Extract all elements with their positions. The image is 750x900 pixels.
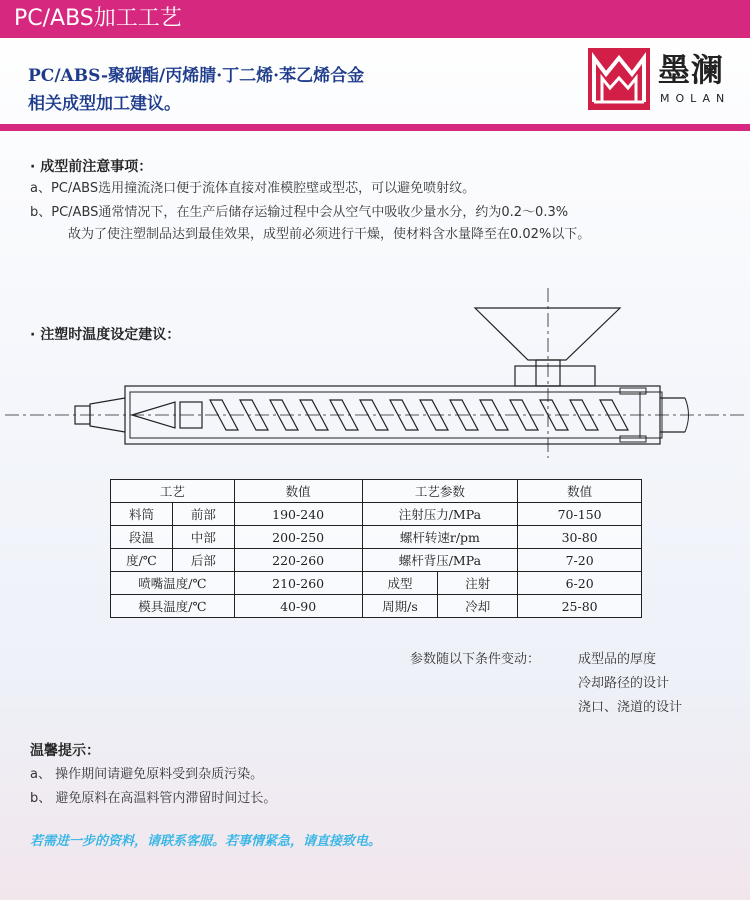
variation-item: 冷却路径的设计 — [578, 676, 670, 691]
table-cell: 段温 — [111, 526, 173, 549]
table-cell: 30-80 — [518, 526, 642, 549]
pre-molding-item-b: b、PC/ABS通常情况下，在生产后储存运输过程中会从空气中吸收少量水分，约为0.2～0.3% — [30, 205, 569, 220]
pre-molding-item-a: a、PC/ABS选用撞流浇口便于流体直接对准模腔壁或型芯，可以避免喷射纹。 — [30, 181, 476, 196]
tip-item-a: a、 操作期间请避免原料受到杂质污染。 — [30, 767, 264, 782]
table-cell: 后部 — [172, 549, 234, 572]
table-header-cell: 数值 — [518, 480, 642, 503]
table-cell: 模具温度/℃ — [111, 595, 235, 618]
table-row — [111, 572, 642, 595]
article-headline — [28, 62, 568, 118]
table-cell: 螺杆背压/MPa — [362, 549, 518, 572]
table-cell: 25-80 — [518, 595, 642, 618]
table-cell: 料筒 — [111, 503, 173, 526]
table-cell: 冷却 — [438, 595, 518, 618]
headline-line-2: 相关成型加工建议。 — [28, 94, 181, 114]
page-header-bar — [0, 0, 750, 38]
variation-item: 成型品的厚度 — [578, 652, 657, 667]
table-cell: 210-260 — [234, 572, 362, 595]
logo-chinese-name: 墨澜 — [658, 51, 725, 89]
page-header-title: PC/ABS加工工艺 — [14, 6, 182, 31]
table-cell: 190-240 — [234, 503, 362, 526]
molan-logo — [588, 48, 748, 110]
injection-machine-diagram — [0, 288, 750, 468]
table-header-cell: 工艺 — [111, 480, 235, 503]
table-header-cell: 数值 — [234, 480, 362, 503]
table-row — [111, 526, 642, 549]
variation-label: 参数随以下条件变动： — [410, 652, 541, 667]
variation-item: 浇口、浇道的设计 — [578, 700, 683, 715]
table-cell: 200-250 — [234, 526, 362, 549]
table-header-cell: 工艺参数 — [362, 480, 518, 503]
table-cell: 成型 — [362, 572, 438, 595]
tip-item-b: b、 避免原料在高温料管内滞留时间过长。 — [30, 791, 277, 806]
table-cell: 6-20 — [518, 572, 642, 595]
table-cell: 70-150 — [518, 503, 642, 526]
table-cell: 中部 — [172, 526, 234, 549]
table-row — [111, 503, 642, 526]
logo-mark-icon — [588, 48, 650, 110]
table-cell: 喷嘴温度/℃ — [111, 572, 235, 595]
table-cell: 度/℃ — [111, 549, 173, 572]
table-cell: 注射 — [438, 572, 518, 595]
temperature-title: · 注塑时温度设定建议： — [30, 327, 181, 343]
table-cell: 220-260 — [234, 549, 362, 572]
header-divider — [0, 124, 750, 131]
table-cell: 注射压力/MPa — [362, 503, 518, 526]
pre-molding-item-b-continued: 故为了使注塑制品达到最佳效果，成型前必须进行干燥，使材料含水量降至在0.02%以下。 — [68, 227, 591, 242]
tips-title: 温馨提示： — [30, 743, 100, 759]
logo-english-name: MOLAN — [660, 92, 731, 105]
process-parameter-table — [110, 479, 642, 618]
table-cell: 螺杆转速r/pm — [362, 526, 518, 549]
table-cell: 7-20 — [518, 549, 642, 572]
table-header-row — [111, 480, 642, 503]
table-row — [111, 595, 642, 618]
table-row — [111, 549, 642, 572]
pre-molding-title: · 成型前注意事项： — [30, 159, 153, 175]
table-cell: 前部 — [172, 503, 234, 526]
headline-line-1: PC/ABS-聚碳酯/丙烯腈·丁二烯·苯乙烯合金 — [28, 66, 365, 86]
contact-note: 若需进一步的资料，请联系客服。若事情紧急，请直接致电。 — [30, 834, 382, 849]
table-cell: 40-90 — [234, 595, 362, 618]
table-cell: 周期/s — [362, 595, 438, 618]
